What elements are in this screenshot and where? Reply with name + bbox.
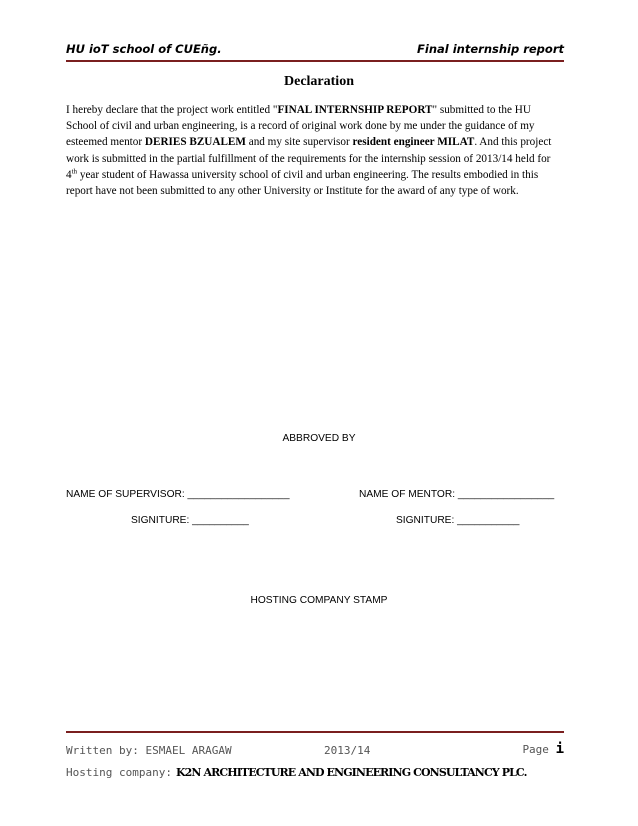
header-report-title: Final internship report [417,42,564,56]
declaration-paragraph [66,102,564,199]
footer-author: Written by: ESMAEL ARAGAW [66,744,232,757]
ordinal-suffix: th [71,167,78,176]
declaration-text-4: . And this project work is submitted in the partial fulfillment of the requirements for the internship session of 2013/14 held for 4 [66,136,552,181]
footer-page-label: Page [522,743,549,756]
report-title: FINAL INTERNSHIP REPORT [277,104,433,116]
mentor-name: DERIES BZUALEM [144,136,246,149]
footer-company-name: K2N ARCHITECTURE AND ENGINEERING CONSULTANCY PLC. [175,766,527,779]
supervisor-name: resident engineer MILAT [352,136,475,149]
supervisor-name-field: NAME OF SUPERVISOR: __________________ [66,489,290,500]
page-title: Declaration [284,74,354,89]
mentor-name-field: NAME OF MENTOR: _________________ [359,489,555,500]
page-footer [66,731,564,779]
footer-line-1 [66,741,564,760]
declaration-text-3: and my site supervisor [245,136,353,149]
header-school: HU ioT school of CUEñg. [66,42,222,56]
footer-page [522,741,564,757]
approved-by-label: ABBROVED BY [282,433,356,444]
footer-line-2 [66,763,586,781]
page-header [66,40,564,62]
declaration-text-2: " submitted to the HU School of civil and urban engineering, is a record of original work done by me under the guidance of my esteemed mentor [66,104,535,149]
supervisor-signature-field: SIGNITURE: __________ [131,515,249,526]
footer-year: 2013/14 [324,744,371,757]
footer-page-number: i [555,741,564,757]
declaration-text-5: year student of Hawassa university school of civil and urban engineering. The results embodied in this report have not been submitted to any other University or Institute for the award of any type of work. [66,168,539,198]
declaration-text-1: I hereby declare that the project work entitled " [66,104,278,116]
company-stamp-label: HOSTING COMPANY STAMP [250,595,388,606]
mentor-signature-field: SIGNITURE: ___________ [396,515,520,526]
footer-hosting-label: Hosting company: [66,766,172,779]
